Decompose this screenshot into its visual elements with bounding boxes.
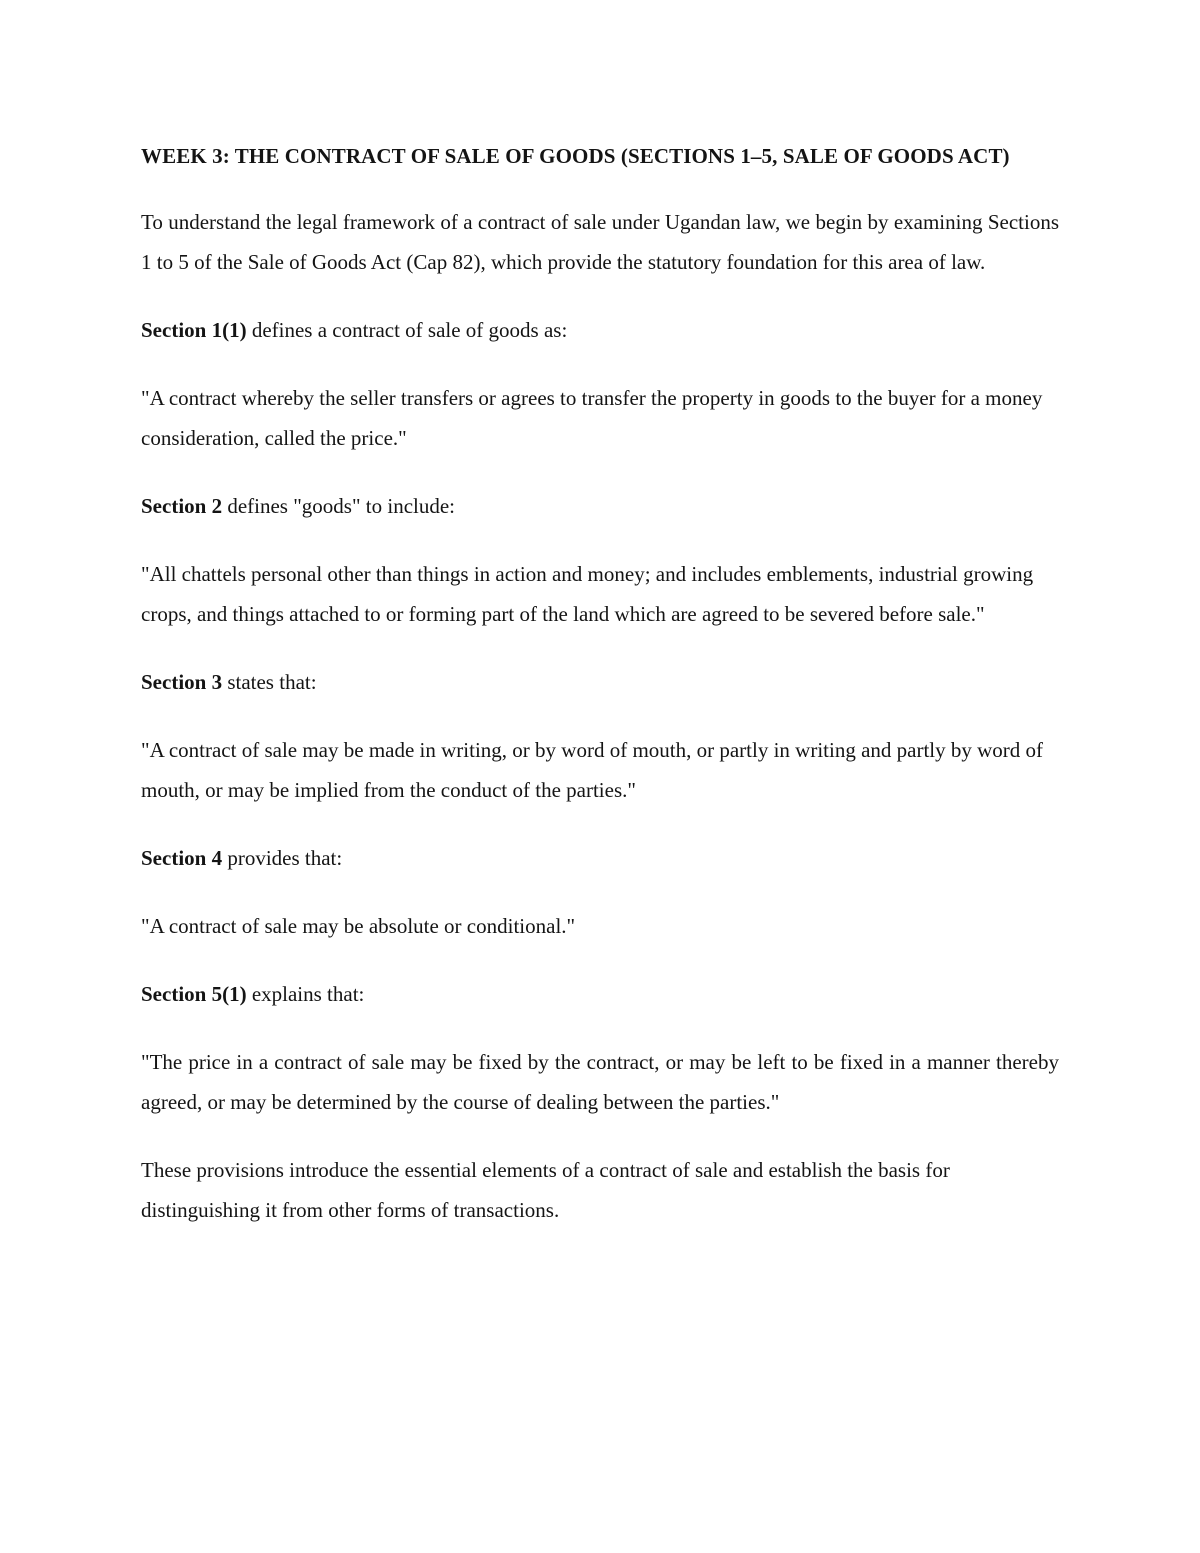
section-5-lead: explains that:	[246, 982, 365, 1006]
section-4-lead: provides that:	[222, 846, 343, 870]
section-4-intro	[141, 838, 1059, 878]
section-2-lead: defines "goods" to include:	[222, 494, 456, 518]
section-3-quote: "A contract of sale may be made in writing, or by word of mouth, or partly in writing and partly by word of mouth, or may be implied from the conduct of the parties."	[141, 738, 1044, 802]
document-heading: WEEK 3: THE CONTRACT OF SALE OF GOODS (SECTIONS 1–5, SALE OF GOODS ACT)	[141, 144, 1010, 168]
section-3-intro	[141, 662, 1059, 702]
intro-paragraph: To understand the legal framework of a contract of sale under Ugandan law, we begin by examining Sections 1 to 5 of the Sale of Goods Act (Cap 82), which provide the statutory foundation for this area of law.	[141, 210, 1059, 274]
section-2-label: Section 2	[141, 494, 223, 518]
section-2-quote: "All chattels personal other than things in action and money; and includes emblements, industrial growing crops, and things attached to or forming part of the land which are agreed to be severed before sale."	[141, 562, 1034, 626]
section-2-intro	[141, 486, 1059, 526]
section-3-label: Section 3	[141, 670, 223, 694]
document-page	[141, 136, 1059, 1258]
section-5-label: Section 5(1)	[141, 982, 247, 1006]
conclusion-paragraph: These provisions introduce the essential elements of a contract of sale and establish the basis for distinguishing it from other forms of transactions.	[141, 1158, 950, 1222]
section-1-quote: "A contract whereby the seller transfers or agrees to transfer the property in goods to the buyer for a money consideration, called the price."	[141, 386, 1043, 450]
section-4-quote: "A contract of sale may be absolute or conditional."	[141, 914, 576, 938]
section-3-lead: states that:	[222, 670, 317, 694]
section-4-label: Section 4	[141, 846, 223, 870]
section-1-lead: defines a contract of sale of goods as:	[246, 318, 568, 342]
section-5-quote: "The price in a contract of sale may be fixed by the contract, or may be left to be fixed in a manner thereby agreed, or may be determined by the course of dealing between the parties."	[141, 1050, 1059, 1114]
section-1-label: Section 1(1)	[141, 318, 247, 342]
section-5-intro	[141, 974, 1059, 1014]
section-1-intro	[141, 310, 1059, 350]
